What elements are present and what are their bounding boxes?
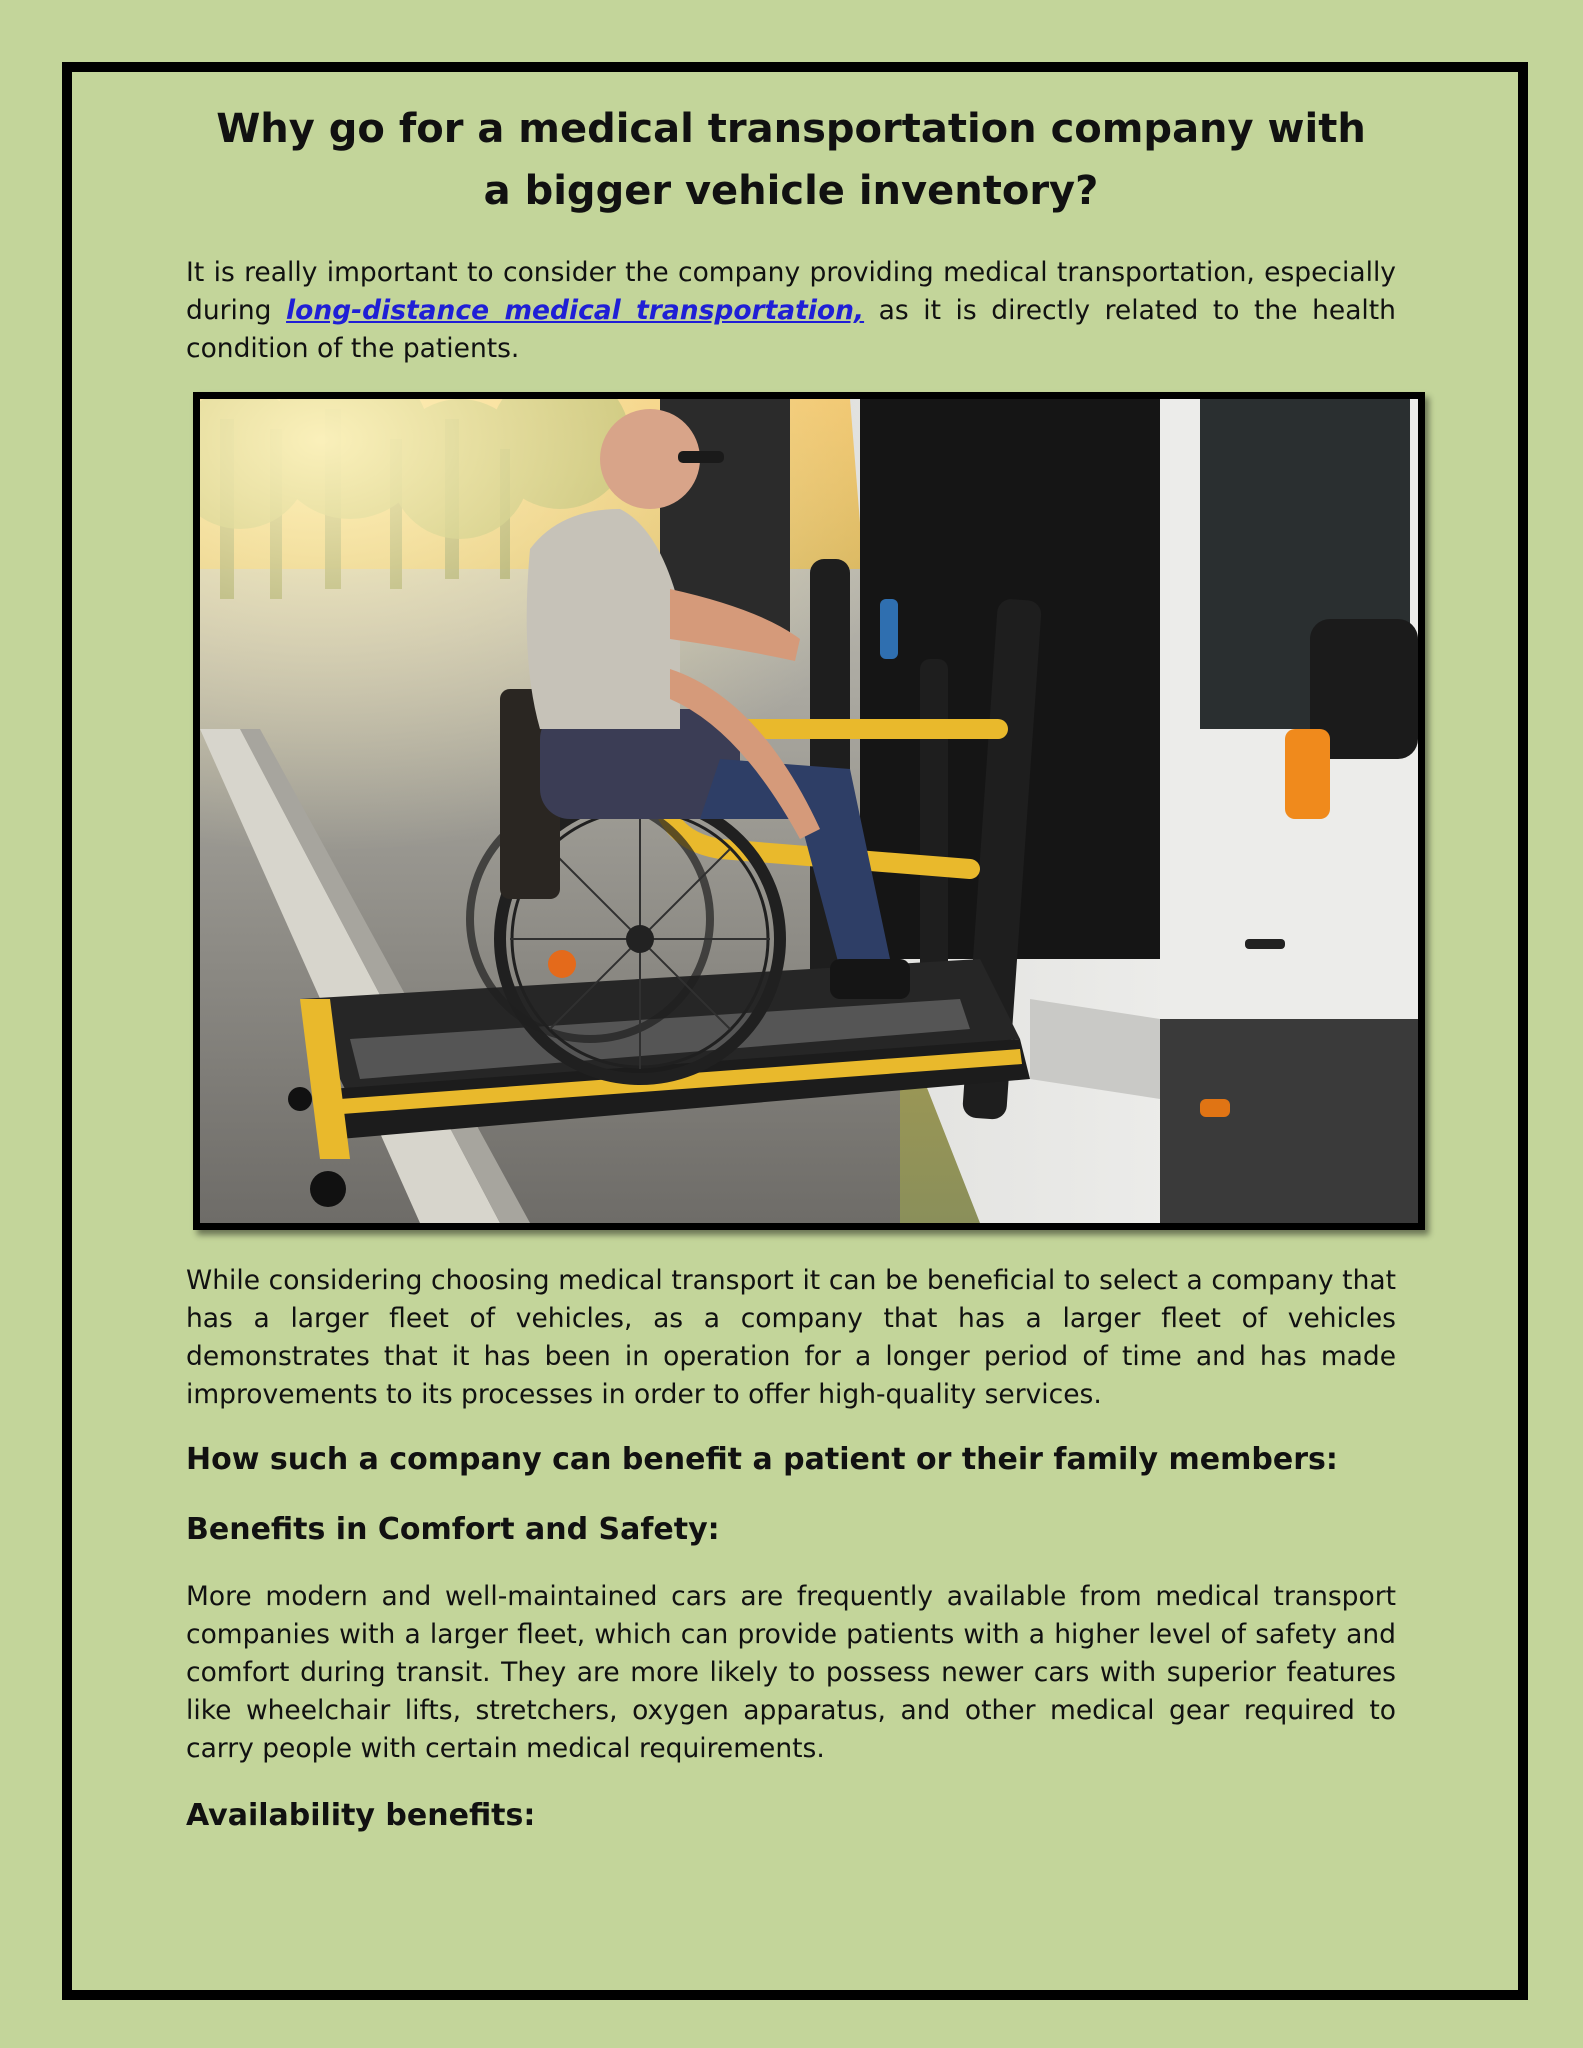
intro-text-before: It is really important to consider the company providing medical transportation, especially during [186,257,1396,326]
intro-paragraph [186,254,1396,368]
comfort-paragraph: More modern and well-maintained cars are frequently available from medical transport companies with a larger fleet, which can provide patients with a higher level of safety and comfort during transit. They are more likely to possess newer cars with superior features like wheelchair lifts, stretchers, oxygen apparatus, and other medical gear required to carry people with certain medical requirements. [186,1581,1396,1764]
content-section [186,1262,1396,1836]
wheelchair-lift-photo [193,392,1425,1230]
availability-heading: Availability benefits: [186,1798,536,1833]
fleet-paragraph: While considering choosing medical transport it can be beneficial to select a company that has a larger fleet of vehicles, as a company that has a larger fleet of vehicles demonstrates that it has been in operation for a longer period of time and has made improvements to its processes in order to offer high-quality services. [186,1265,1396,1410]
photo-illustration [200,399,1418,1223]
document-header [186,0,1396,368]
long-distance-link[interactable]: long-distance medical transportation, [286,295,865,326]
comfort-heading: Benefits in Comfort and Safety: [186,1512,720,1547]
intro-text-after: as it is directly related to the health condition of the patients. [186,295,1396,364]
page-title: Why go for a medical transportation company with a bigger vehicle inventory? [216,106,1366,214]
benefit-heading: How such a company can benefit a patient or their family members: [186,1442,1338,1477]
